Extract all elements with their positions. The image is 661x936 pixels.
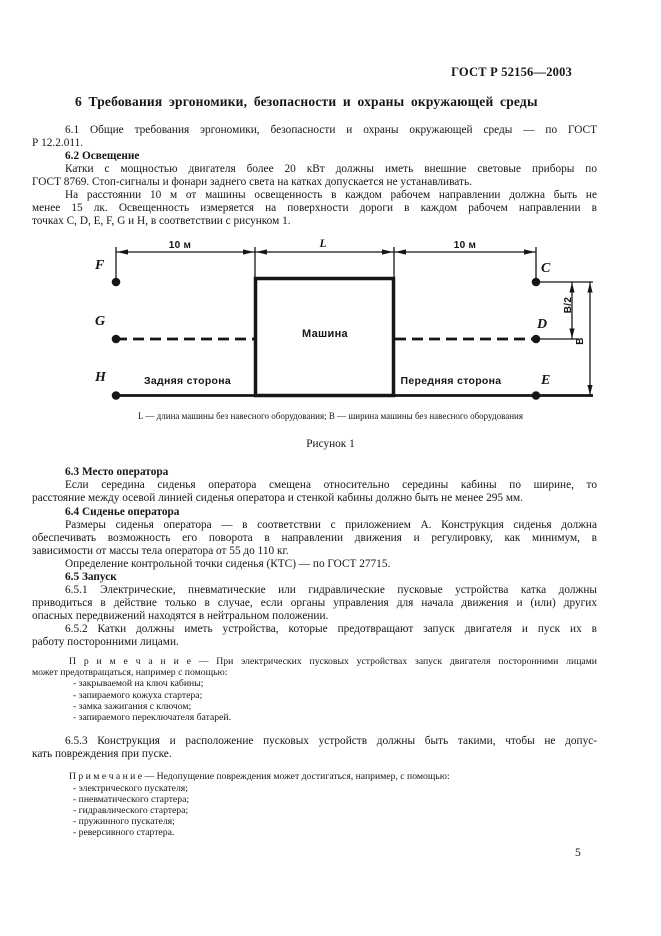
arrowhead bbox=[524, 250, 535, 255]
arrowhead bbox=[587, 283, 592, 293]
paragraph-line: работу посторонними лицами. bbox=[32, 635, 179, 648]
note-line: П р и м е ч а н и е — Недопущение повреждения может достигаться, например, с помощью: bbox=[69, 771, 450, 783]
paragraph-line: Р 12.2.011. bbox=[32, 137, 84, 150]
measurement-point-c bbox=[532, 278, 541, 287]
point-label-e: E bbox=[541, 373, 551, 389]
list-item: - пневматического стартера; bbox=[73, 793, 190, 805]
paragraph-line: ГОСТ 8769. Стоп-сигналы и фонари заднего света на катках допускается не устанавливать. bbox=[32, 176, 472, 189]
figure-number: Рисунок 1 bbox=[306, 438, 355, 451]
list-item: - запираемого кожуха стартера; bbox=[73, 689, 203, 701]
list-item: - замка зажигания с ключом; bbox=[73, 700, 192, 712]
measurement-point-h bbox=[112, 392, 121, 401]
paragraph-line: 6.5.2 Катки должны иметь устройства, которые предотвращают запуск двигателя и пуск их в bbox=[65, 622, 597, 635]
paragraph-line: Если середина сиденья оператора смещена относительно середины кабины по ширине, то bbox=[65, 479, 597, 492]
measurement-point-e bbox=[532, 392, 541, 401]
figure-drawing bbox=[32, 244, 661, 407]
list-item: - гидравлического стартера; bbox=[73, 804, 189, 816]
dimension-label-left: 10 м bbox=[168, 240, 192, 252]
paragraph-line: менее 15 лк. Освещенность измеряется на поверхности дороги в каждом рабочем направлении в bbox=[32, 202, 597, 215]
arrowhead bbox=[587, 385, 592, 395]
subsection-heading: 6.5 Запуск bbox=[65, 570, 117, 583]
list-item: - электрического пускателя; bbox=[73, 782, 188, 794]
paragraph-line: обеспечивать возможность его поворота в направлении движения и регулировку, как минимум, в bbox=[32, 531, 597, 544]
paragraph-line: кать повреждения при пуске. bbox=[32, 748, 172, 761]
note-line: П р и м е ч а н и е — При электрических пусковых устройствах запуск двигателя посторонними лицами bbox=[69, 656, 597, 668]
subsection-heading: 6.3 Место оператора bbox=[65, 466, 169, 479]
paragraph-line: На расстоянии 10 м от машины освещенность в каждом рабочем направлении должна быть не bbox=[65, 189, 597, 202]
point-label-g: G bbox=[95, 314, 106, 330]
text-block-bottom bbox=[32, 466, 597, 838]
paragraph-line: точках C, D, E, F, G и H, в соответствии с рисунком 1. bbox=[32, 215, 291, 228]
point-label-f: F bbox=[95, 258, 105, 274]
figure-1 bbox=[32, 238, 597, 407]
list-item: - пружинного пускателя; bbox=[73, 816, 175, 828]
half-width-dim-label: В/2 bbox=[563, 297, 574, 314]
dimension-label-right: 10 м bbox=[453, 240, 477, 252]
paragraph-line: приводиться в действие только в случае, если органы управления для начала движения и (или) других bbox=[32, 596, 597, 609]
paragraph-line: Определение контрольной точки сиденья (КТС) — по ГОСТ 27715. bbox=[65, 557, 391, 570]
arrowhead bbox=[382, 250, 393, 255]
section-heading: 6 Требования эргономики, безопасности и охраны окружающей среды bbox=[75, 94, 538, 109]
dimension-label-length: L bbox=[319, 238, 327, 251]
list-item: - запираемого переключателя батарей. bbox=[73, 712, 232, 724]
text-block-top bbox=[32, 124, 597, 228]
rear-side-label: Задняя сторона bbox=[143, 375, 232, 388]
arrowhead bbox=[117, 250, 128, 255]
measurement-point-d bbox=[532, 335, 541, 344]
front-side-label: Передняя сторона bbox=[400, 375, 502, 388]
arrowhead bbox=[395, 250, 406, 255]
list-item: - реверсивного стартера. bbox=[73, 827, 175, 839]
arrowhead bbox=[243, 250, 254, 255]
point-label-h: H bbox=[95, 370, 106, 386]
paragraph-line: 6.1 Общие требования эргономики, безопасности и охраны окружающей среды — по ГОСТ bbox=[65, 124, 597, 136]
note-line: может предотвращаться, например с помощью: bbox=[32, 667, 228, 679]
subsection-heading: 6.2 Освещение bbox=[65, 150, 140, 163]
width-dim-label: В bbox=[575, 337, 586, 346]
paragraph-line: расстояние между осевой линией сиденья оператора и стенкой кабины должно быть не менее 295 мм. bbox=[32, 492, 523, 505]
paragraph-line: зависимости от массы тела оператора от 55 до 110 кг. bbox=[32, 544, 289, 557]
paragraph-line: опасных передвижений находятся в нейтральном положении. bbox=[32, 609, 329, 622]
machine-label: Машина bbox=[302, 328, 348, 341]
text-column bbox=[32, 124, 597, 839]
document-code: ГОСТ Р 52156—2003 bbox=[451, 65, 572, 79]
point-label-c: C bbox=[541, 261, 551, 277]
arrowhead bbox=[569, 329, 574, 339]
paragraph-line: Размеры сиденья оператора — в соответствии с приложением А. Конструкция сиденья должна bbox=[65, 518, 597, 531]
arrowhead bbox=[256, 250, 267, 255]
list-item: - закрываемой на ключ кабины; bbox=[73, 678, 204, 690]
figure-caption: L — длина машины без навесного оборудования; В — ширина машины без навесного оборудования bbox=[138, 411, 523, 422]
paragraph-line: 6.5.3 Конструкция и расположение пусковых устройств должны быть такими, чтобы не допус- bbox=[65, 735, 597, 748]
measurement-point-g bbox=[112, 335, 121, 344]
measurement-point-f bbox=[112, 278, 121, 287]
paragraph-line: 6.5.1 Электрические, пневматические или гидравлические пусковые устройства катка должны bbox=[65, 583, 597, 596]
subsection-heading: 6.4 Сиденье оператора bbox=[65, 505, 180, 518]
page-number: 5 bbox=[575, 847, 581, 859]
point-label-d: D bbox=[537, 317, 548, 333]
paragraph-line: Катки с мощностью двигателя более 20 кВт должны иметь внешние световые приборы по bbox=[65, 163, 597, 176]
